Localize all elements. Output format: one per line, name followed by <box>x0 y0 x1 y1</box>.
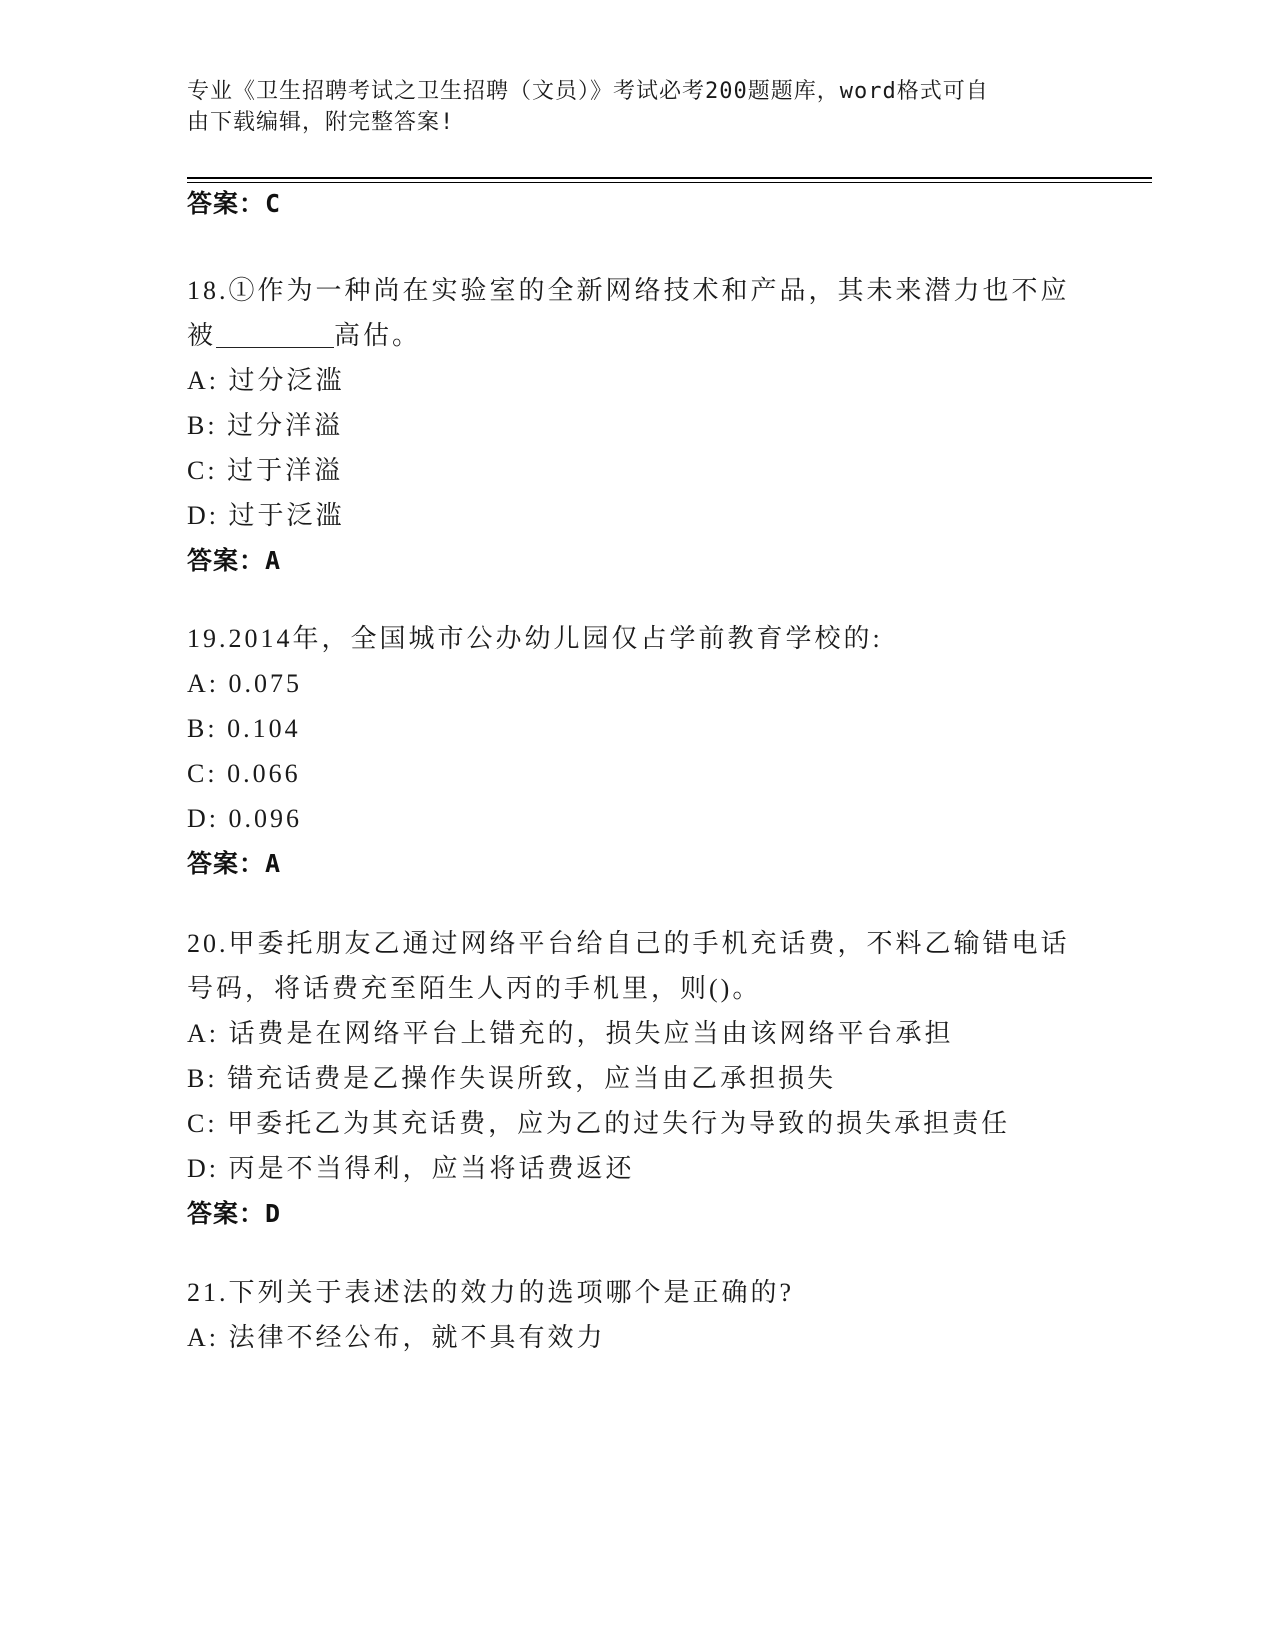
question-stem-line: 21.下列关于表述法的效力的选项哪个是正确的? <box>187 1278 795 1307</box>
question-21 <box>187 1270 1087 1360</box>
stem-text: 高估。 <box>334 321 422 350</box>
option-a: A: 法律不经公布，就不具有效力 <box>187 1323 606 1352</box>
page-header <box>187 76 1087 138</box>
option-c: C: 过于洋溢 <box>187 456 344 485</box>
option-d: D: 0.096 <box>187 804 302 833</box>
option-c: C: 0.066 <box>187 759 301 788</box>
header-rule-top <box>187 177 1152 179</box>
question-stem-line: 号码，将话费充至陌生人丙的手机里，则()。 <box>187 974 762 1003</box>
answer: 答案：A <box>187 849 282 878</box>
header-line-1: 专业《卫生招聘考试之卫生招聘（文员）》考试必考200题题库，word格式可自 <box>187 79 989 104</box>
question-19 <box>187 616 1087 886</box>
header-line-2: 由下载编辑，附完整答案! <box>187 110 455 135</box>
question-18 <box>187 268 1087 583</box>
fill-blank <box>216 321 334 348</box>
option-a: A: 话费是在网络平台上错充的，损失应当由该网络平台承担 <box>187 1019 954 1048</box>
question-stem-line <box>187 313 1087 358</box>
question-20 <box>187 921 1087 1236</box>
option-a: A: 过分泛滥 <box>187 366 345 395</box>
question-stem-line: 19.2014年，全国城市公办幼儿园仅占学前教育学校的: <box>187 624 883 653</box>
option-b: B: 错充话费是乙操作失误所致，应当由乙承担损失 <box>187 1064 837 1093</box>
option-b: B: 0.104 <box>187 714 301 743</box>
answer: 答案：A <box>187 546 282 575</box>
answer-prev: 答案：C <box>187 189 282 218</box>
answer: 答案：D <box>187 1199 282 1228</box>
option-a: A: 0.075 <box>187 669 302 698</box>
option-d: D: 过于泛滥 <box>187 501 345 530</box>
question-stem-line: 18.①作为一种尚在实验室的全新网络技术和产品，其未来潜力也不应 <box>187 276 1070 305</box>
question-stem-line: 20.甲委托朋友乙通过网络平台给自己的手机充话费，不料乙输错电话 <box>187 929 1070 958</box>
option-d: D: 丙是不当得利，应当将话费返还 <box>187 1154 635 1183</box>
option-c: C: 甲委托乙为其充话费，应为乙的过失行为导致的损失承担责任 <box>187 1109 1011 1138</box>
option-b: B: 过分洋溢 <box>187 411 344 440</box>
prev-answer-block <box>187 181 1087 226</box>
stem-text: 被 <box>187 321 217 350</box>
